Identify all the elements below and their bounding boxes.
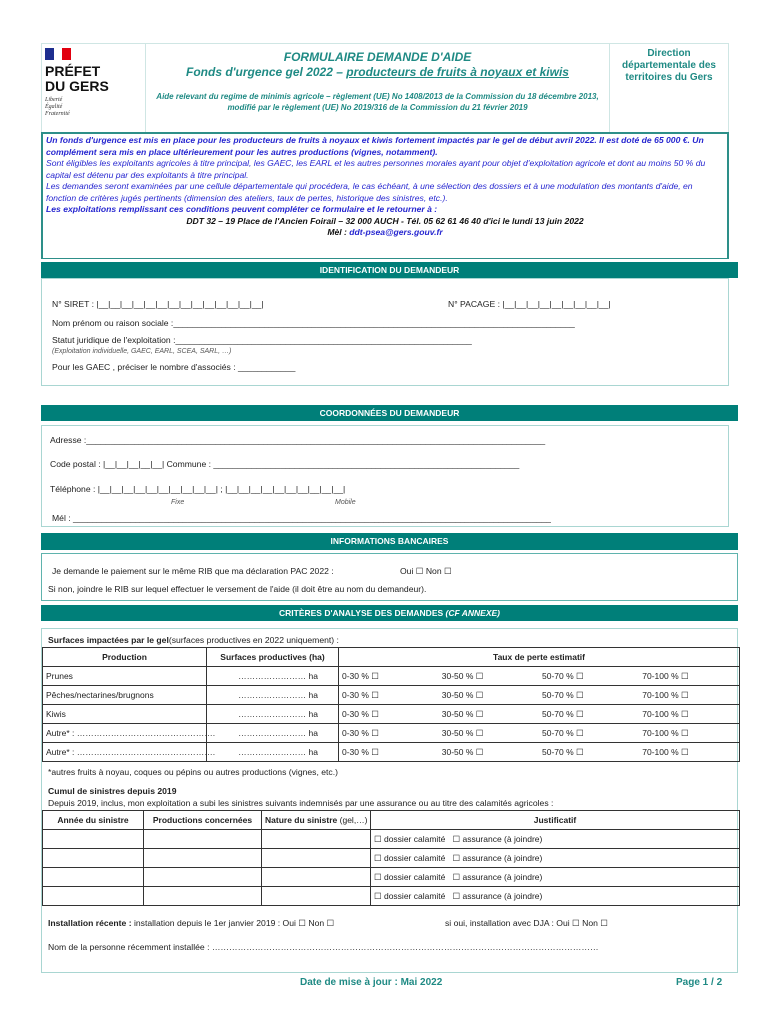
surfaces-subtitle: (surfaces productives en 2022 uniquement) : [168, 635, 339, 645]
assurance-checkbox[interactable]: ☐ assurance (à joindre) [452, 833, 543, 844]
production-cell: Pêches/nectarines/brugnons [43, 686, 207, 705]
rate-checkbox[interactable]: 0-30 % ☐ [339, 705, 439, 724]
rate-checkbox[interactable]: 70-100 % ☐ [639, 724, 739, 743]
coordonnees-banner: COORDONNÉES DU DEMANDEUR [41, 405, 738, 421]
rate-checkbox[interactable]: 30-50 % ☐ [439, 724, 539, 743]
logo-line2: DU GERS [45, 78, 109, 94]
rate-checkbox[interactable]: 50-70 % ☐ [539, 724, 639, 743]
form-subtitle [146, 65, 609, 79]
th-production: Production [43, 648, 207, 667]
th-nature-label: Nature du sinistre [265, 814, 338, 825]
rib-note: Si non, joindre le RIB sur lequel effectuer le versement de l'aide (il doit être au nom du demandeur). [48, 584, 427, 594]
marianne-flag-icon [45, 48, 71, 60]
sinistres-table [42, 810, 740, 906]
surface-cell[interactable]: …………………… ha [207, 705, 339, 724]
th-nature-hint: (gel,…) [337, 814, 368, 825]
annee-cell[interactable] [43, 849, 144, 868]
th-surfaces: Surfaces productives (ha) [207, 648, 339, 667]
annee-cell[interactable] [43, 830, 144, 849]
mail-label: Mèl : [327, 227, 350, 237]
pacage-field[interactable]: N° PACAGE : |__|__|__|__|__|__|__|__|__| [448, 299, 611, 309]
rate-checkbox[interactable]: 70-100 % ☐ [639, 743, 739, 762]
mel-field[interactable]: Mél : ____________________________________________________________________________________________________ [52, 513, 551, 523]
rate-checkbox[interactable]: 30-50 % ☐ [439, 667, 539, 686]
justificatif-cell [371, 830, 740, 849]
intro-bold2: Les exploitations remplissant ces conditions peuvent compléter ce formulaire et le retourner à : [46, 204, 438, 214]
subtitle-plain: Fonds d'urgence gel 2022 – [186, 65, 347, 79]
dja-field[interactable]: si oui, installation avec DJA : Oui ☐ Non ☐ [445, 918, 609, 928]
rate-checkbox[interactable]: 0-30 % ☐ [339, 686, 439, 705]
devise-1: Liberté [45, 97, 63, 103]
intro-p1: Sont éligibles les exploitants agricoles à titre principal, les GAEC, les EARL et les autres personnes morales ayant pour objet d'exploitation agricole et dont au moins 50 % du capital est détenu par des exploitants à titre principal. [46, 158, 706, 180]
th-taux: Taux de perte estimatif [339, 648, 740, 667]
surface-row [43, 705, 740, 724]
assurance-checkbox[interactable]: ☐ assurance (à joindre) [452, 852, 543, 863]
devise-2: Égalité [45, 104, 63, 110]
mobile-label: Mobile [335, 499, 356, 506]
intro-box [41, 132, 729, 259]
surface-cell[interactable]: …………………… ha [207, 686, 339, 705]
statut-hint: (Exploitation individuelle, GAEC, EARL, SCEA, SARL, …) [52, 348, 232, 355]
identification-banner: IDENTIFICATION DU DEMANDEUR [41, 262, 738, 278]
nom-installe-field[interactable]: Nom de la personne récemment installée : ……………………………………………………………………………………………………………………… [48, 942, 599, 952]
rib-question: Je demande le paiement sur le même RIB que ma déclaration PAC 2022 : [52, 566, 334, 576]
dossier-calamite-checkbox[interactable]: ☐ dossier calamité [374, 833, 446, 844]
telephone-field[interactable]: Téléphone : |__|__|__|__|__|__|__|__|__|__| ; |__|__|__|__|__|__|__|__|__|__| [50, 484, 346, 494]
criteres-title: CRITÈRES D'ANALYSE DES DEMANDES [278, 608, 446, 618]
nature-cell[interactable] [262, 830, 371, 849]
surface-row [43, 686, 740, 705]
rate-checkbox[interactable]: 0-30 % ☐ [339, 724, 439, 743]
th-annee: Année du sinistre [43, 811, 144, 830]
dossier-calamite-checkbox[interactable]: ☐ dossier calamité [374, 890, 446, 901]
justificatif-cell [371, 868, 740, 887]
rate-checkbox[interactable]: 30-50 % ☐ [439, 686, 539, 705]
surface-row [43, 667, 740, 686]
criteres-banner [41, 605, 738, 621]
rate-checkbox[interactable]: 50-70 % ☐ [539, 743, 639, 762]
surface-cell[interactable]: …………………… ha [207, 667, 339, 686]
dossier-calamite-checkbox[interactable]: ☐ dossier calamité [374, 871, 446, 882]
justificatif-cell [371, 887, 740, 906]
intro-bold1: Un fonds d'urgence est mis en place pour les producteurs de fruits à noyaux et kiwis fortement impactés par le gel de début avril 2022. Il est doté de 65 000 €. Un complément sera mis en place ultérieurement pour les autres productions (vignes, notamment). [46, 135, 704, 157]
dossier-calamite-checkbox[interactable]: ☐ dossier calamité [374, 852, 446, 863]
rate-checkbox[interactable]: 50-70 % ☐ [539, 667, 639, 686]
production-cell: Prunes [43, 667, 207, 686]
surface-cell[interactable]: …………………… ha [207, 743, 339, 762]
surface-cell[interactable]: …………………… ha [207, 724, 339, 743]
footer-date: Date de mise à jour : Mai 2022 [300, 977, 443, 988]
gaec-field[interactable]: Pour les GAEC , préciser le nombre d'associés : ____________ [52, 362, 296, 372]
surfaces-title: Surfaces impactées par le gel [48, 635, 169, 645]
mail-link[interactable]: ddt-psea@gers.gouv.fr [349, 227, 443, 237]
devise-3: Fraternité [45, 111, 70, 117]
installation-label: Installation récente : [48, 918, 134, 928]
nature-cell[interactable] [262, 887, 371, 906]
cumul-text: Depuis 2019, inclus, mon exploitation a subi les sinistres suivants indemnisés par une assurance ou au titre des calamités agricoles : [48, 798, 554, 808]
prefet-logo [42, 44, 146, 132]
rib-oui-non[interactable]: Oui ☐ Non ☐ [400, 566, 452, 576]
rate-checkbox[interactable]: 70-100 % ☐ [639, 705, 739, 724]
surface-row [43, 743, 740, 762]
sinistre-row [43, 830, 740, 849]
subtitle-underlined: producteurs de fruits à noyaux et kiwis [346, 65, 569, 79]
intro-p2: Les demandes seront examinées par une cellule départementale qui procédera, le cas échéant, à une sélection des dossiers et à une modulation des montants d'aide, en fonction de critères jugés pertinents (dimension des ateliers, taux de pertes, historique des sinistres, etc.). [46, 181, 693, 203]
rate-checkbox[interactable]: 50-70 % ☐ [539, 705, 639, 724]
criteres-title-italic: (CF ANNEXE) [445, 608, 500, 618]
intro-address: DDT 32 – 19 Place de l'Ancien Foirail – 32 000 AUCH - Tél. 05 62 61 46 40 d'ici le lundi 13 juin 2022 [186, 215, 584, 226]
adresse-field[interactable]: Adresse :________________________________________________________________________________________________ [50, 435, 546, 445]
sinistre-row [43, 868, 740, 887]
productions-cell[interactable] [144, 887, 262, 906]
justificatif-cell [371, 849, 740, 868]
surface-row [43, 724, 740, 743]
sinistre-row [43, 849, 740, 868]
regulation: Aide relevant du regime de minimis agricole – règlement (UE) No 1408/2013 de la Commission du 18 décembre 2013, modifié par le règlement (UE) No 2019/316 de la Commission du 21 février 2019 [156, 92, 599, 112]
production-cell: Autre* : …………………………………………. [43, 743, 207, 762]
assurance-checkbox[interactable]: ☐ assurance (à joindre) [452, 871, 543, 882]
rate-checkbox[interactable]: 70-100 % ☐ [639, 686, 739, 705]
statut-field[interactable]: Statut juridique de l'exploitation :______________________________________________________________ [52, 335, 472, 345]
annee-cell[interactable] [43, 868, 144, 887]
rate-checkbox[interactable]: 0-30 % ☐ [339, 743, 439, 762]
rate-checkbox[interactable]: 30-50 % ☐ [439, 743, 539, 762]
annee-cell[interactable] [43, 887, 144, 906]
productions-cell[interactable] [144, 830, 262, 849]
th-nature [262, 811, 371, 830]
assurance-checkbox[interactable]: ☐ assurance (à joindre) [452, 890, 543, 901]
code-postal-field[interactable]: Code postal : |__|__|__|__|__| Commune : ________________________________________________________________ [50, 459, 520, 469]
header [41, 43, 729, 133]
installation-field[interactable]: installation depuis le 1er janvier 2019 : Oui ☐ Non ☐ [133, 918, 335, 928]
rate-checkbox[interactable]: 50-70 % ☐ [539, 686, 639, 705]
rate-checkbox[interactable]: 0-30 % ☐ [339, 667, 439, 686]
surfaces-table [42, 647, 740, 762]
th-justificatif: Justificatif [371, 811, 740, 830]
form-title: FORMULAIRE DEMANDE D'AIDE [283, 50, 472, 64]
siret-field[interactable]: N° SIRET : |__|__|__|__|__|__|__|__|__|__|__|__|__|__| [52, 299, 264, 309]
footer-page: Page 1 / 2 [676, 977, 723, 988]
sinistre-row [43, 887, 740, 906]
production-cell: Autre* : …………………………………………. [43, 724, 207, 743]
logo-line1: PRÉFET [45, 63, 101, 79]
bancaires-banner: INFORMATIONS BANCAIRES [41, 533, 738, 550]
footnote: *autres fruits à noyau, coques ou pépins ou autres productions (vignes, etc.) [48, 767, 338, 777]
productions-cell[interactable] [144, 849, 262, 868]
fixe-label: Fixe [171, 499, 185, 506]
nom-field[interactable]: Nom prénom ou raison sociale :____________________________________________________________________________________ [52, 318, 575, 328]
productions-cell[interactable] [144, 868, 262, 887]
nature-cell[interactable] [262, 849, 371, 868]
rate-checkbox[interactable]: 30-50 % ☐ [439, 705, 539, 724]
nature-cell[interactable] [262, 868, 371, 887]
cumul-title: Cumul de sinistres depuis 2019 [48, 786, 177, 796]
direction: Direction départementale des territoires du Gers [622, 48, 716, 83]
th-productions: Productions concernées [144, 811, 262, 830]
production-cell: Kiwis [43, 705, 207, 724]
rate-checkbox[interactable]: 70-100 % ☐ [639, 667, 739, 686]
